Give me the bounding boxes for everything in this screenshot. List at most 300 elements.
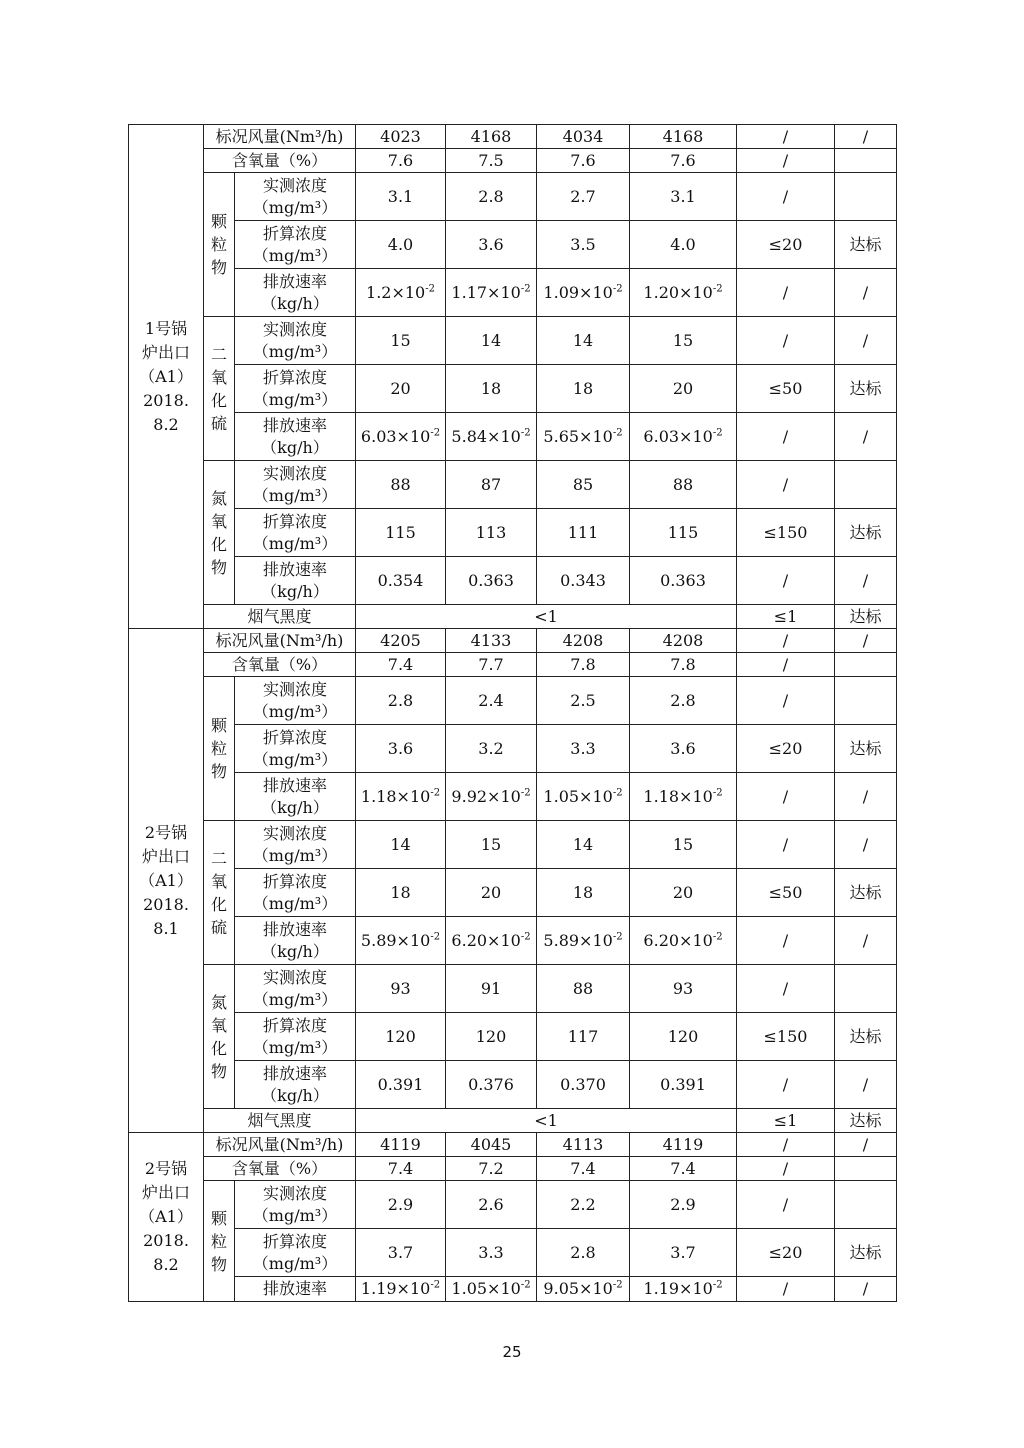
limit-cell: / — [737, 1181, 835, 1229]
value-cell: 4034 — [537, 125, 630, 149]
value-text: 113 — [475, 522, 507, 542]
value-text: 2.6 — [478, 1194, 504, 1214]
value-cell — [537, 1181, 630, 1229]
param-line: 折算浓度 — [262, 727, 327, 747]
value-cell — [356, 821, 446, 869]
section-label-cell — [129, 125, 204, 629]
value-text: 3.1 — [670, 186, 696, 206]
param-line: 排放速率 — [262, 1063, 327, 1083]
table-row — [129, 173, 897, 221]
result-cell: 达标 — [835, 509, 897, 557]
result-cell: 达标 — [835, 1229, 897, 1277]
param-line: （mg/m³） — [252, 389, 338, 409]
value-cell: 4133 — [446, 629, 537, 653]
pollutant-name: 二氧化硫 — [210, 344, 227, 433]
value-text: 1.18×10 — [360, 786, 431, 806]
value-cell: 4119 — [356, 1133, 446, 1157]
value-text: 6.20×10 — [643, 930, 713, 950]
value-cell — [630, 677, 737, 725]
monitoring-table — [128, 124, 897, 1302]
value-cell: 7.6 — [356, 149, 446, 173]
param-line: 排放速率 — [262, 559, 327, 579]
pollutant-group-cell — [204, 317, 235, 461]
value-exponent: -2 — [430, 931, 441, 943]
value-cell — [446, 413, 537, 461]
value-text: 120 — [385, 1026, 416, 1046]
section-label-cell — [129, 629, 204, 1133]
result-cell — [835, 653, 897, 677]
value-cell — [446, 1229, 537, 1277]
param-label: 烟气黑度 — [204, 1109, 356, 1133]
section-label-cell — [129, 1133, 204, 1302]
table-row — [129, 677, 897, 725]
value-exponent: -2 — [712, 427, 723, 439]
value-cell — [356, 773, 446, 821]
value-text: 20 — [672, 378, 694, 398]
param-label — [235, 1181, 356, 1229]
value-text: 1.05×10 — [543, 786, 613, 806]
value-cell — [446, 677, 537, 725]
value-text: 18 — [572, 378, 594, 398]
value-cell — [356, 1061, 446, 1109]
param-label — [235, 869, 356, 917]
table-row — [129, 1157, 897, 1181]
value-text: 15 — [672, 834, 694, 854]
value-text: 85 — [572, 474, 594, 494]
value-cell: 4208 — [630, 629, 737, 653]
param-label — [235, 413, 356, 461]
param-line: （mg/m³） — [252, 1205, 338, 1225]
table-row — [129, 125, 897, 149]
result-cell — [835, 461, 897, 509]
value-cell — [446, 365, 537, 413]
value-cell: 7.6 — [630, 149, 737, 173]
value-text: 0.363 — [468, 570, 514, 590]
value-exponent: -2 — [430, 427, 441, 439]
value-cell — [537, 557, 630, 605]
param-line: 排放速率 — [262, 415, 327, 435]
pollutant-group-cell — [204, 461, 235, 605]
value-cell — [630, 1013, 737, 1061]
value-text: 120 — [475, 1026, 507, 1046]
section-label: 1号锅炉出口（A1）2018.8.2 — [139, 318, 193, 434]
value-text: 20 — [390, 378, 411, 398]
limit-cell: ≤1 — [737, 605, 835, 629]
param-line: 折算浓度 — [262, 871, 327, 891]
param-line: 排放速率 — [262, 919, 327, 939]
value-cell — [446, 1181, 537, 1229]
param-line: （mg/m³） — [252, 533, 338, 553]
result-cell: / — [835, 317, 897, 365]
param-line: （mg/m³） — [252, 989, 338, 1009]
value-cell — [537, 725, 630, 773]
table-row — [129, 965, 897, 1013]
value-cell — [446, 917, 537, 965]
value-cell — [537, 461, 630, 509]
result-cell: / — [835, 629, 897, 653]
param-line: 实测浓度 — [262, 679, 327, 699]
value-cell — [630, 1277, 737, 1302]
value-text: 1.19×10 — [360, 1279, 431, 1298]
value-exponent: -2 — [520, 283, 531, 295]
pollutant-name: 氮氧化物 — [210, 488, 227, 577]
value-cell: 7.4 — [630, 1157, 737, 1181]
param-line: 实测浓度 — [262, 1183, 327, 1203]
value-text: 5.84×10 — [451, 426, 521, 446]
result-cell — [835, 149, 897, 173]
pollutant-group-cell — [204, 677, 235, 821]
limit-cell: / — [737, 677, 835, 725]
value-text: 120 — [667, 1026, 699, 1046]
table-row — [129, 773, 897, 821]
param-line: （kg/h） — [261, 437, 329, 457]
value-cell — [446, 557, 537, 605]
value-cell: 4168 — [630, 125, 737, 149]
value-cell — [537, 917, 630, 965]
value-cell — [356, 557, 446, 605]
value-cell — [630, 725, 737, 773]
table-row — [129, 461, 897, 509]
param-label: 标况风量(Nm³/h) — [204, 1133, 356, 1157]
param-label — [235, 1061, 356, 1109]
param-line: （mg/m³） — [252, 701, 338, 721]
limit-cell: / — [737, 1133, 835, 1157]
value-cell — [446, 173, 537, 221]
value-exponent: -2 — [520, 787, 531, 799]
value-cell — [630, 509, 737, 557]
table-row — [129, 869, 897, 917]
table-row — [129, 917, 897, 965]
param-line: （mg/m³） — [252, 341, 338, 361]
value-text: 1.05×10 — [451, 1279, 521, 1298]
result-cell: / — [835, 269, 897, 317]
param-line: 折算浓度 — [262, 1231, 327, 1251]
value-cell — [630, 821, 737, 869]
value-cell — [356, 269, 446, 317]
value-text: 20 — [672, 882, 694, 902]
value-cell — [630, 1181, 737, 1229]
param-line: （mg/m³） — [252, 893, 338, 913]
table-row — [129, 509, 897, 557]
result-cell: / — [835, 773, 897, 821]
param-line: 折算浓度 — [262, 1015, 327, 1035]
param-label: 含氧量（%） — [204, 653, 356, 677]
value-cell — [356, 173, 446, 221]
param-line: 排放速率 — [262, 1279, 327, 1298]
value-text: 3.1 — [387, 186, 414, 206]
value-cell — [356, 1013, 446, 1061]
table-row — [129, 653, 897, 677]
value-cell — [630, 221, 737, 269]
value-text: 2.8 — [478, 186, 504, 206]
value-text: 0.391 — [660, 1074, 706, 1094]
param-label — [235, 317, 356, 365]
value-cell — [630, 317, 737, 365]
pollutant-name: 二氧化硫 — [210, 848, 227, 937]
value-text: 1.18×10 — [643, 786, 713, 806]
value-cell: 4205 — [356, 629, 446, 653]
pollutant-group-cell — [204, 965, 235, 1109]
value-cell — [537, 1229, 630, 1277]
value-cell — [630, 773, 737, 821]
value-cell — [630, 1061, 737, 1109]
param-label — [235, 773, 356, 821]
value-exponent: -2 — [612, 427, 623, 439]
param-label — [235, 173, 356, 221]
value-text: 93 — [390, 978, 411, 998]
value-text: 14 — [480, 330, 502, 350]
value-text: 117 — [567, 1026, 599, 1046]
value-text: 14 — [572, 834, 594, 854]
param-label — [235, 1229, 356, 1277]
limit-cell: / — [737, 1061, 835, 1109]
param-line: 实测浓度 — [262, 319, 327, 339]
param-label — [235, 821, 356, 869]
value-cell: 7.4 — [537, 1157, 630, 1181]
limit-cell: / — [737, 773, 835, 821]
value-cell: 4119 — [630, 1133, 737, 1157]
value-text: 5.89×10 — [543, 930, 613, 950]
param-label — [235, 557, 356, 605]
value-cell: 7.4 — [356, 1157, 446, 1181]
param-line: 折算浓度 — [262, 367, 327, 387]
param-label — [235, 1277, 356, 1302]
value-cell: 4113 — [537, 1133, 630, 1157]
pollutant-group-cell — [204, 1181, 235, 1302]
value-cell — [537, 413, 630, 461]
value-cell — [537, 1013, 630, 1061]
value-text: 88 — [390, 474, 411, 494]
result-cell: / — [835, 1133, 897, 1157]
value-text: 20 — [480, 882, 502, 902]
value-cell — [356, 317, 446, 365]
table-row — [129, 725, 897, 773]
value-exponent: -2 — [430, 1279, 441, 1291]
value-cell — [356, 413, 446, 461]
value-exponent: -2 — [612, 931, 623, 943]
param-line: 实测浓度 — [262, 463, 327, 483]
param-label: 标况风量(Nm³/h) — [204, 125, 356, 149]
limit-cell: / — [737, 173, 835, 221]
value-cell: 7.4 — [356, 653, 446, 677]
value-text: 2.8 — [387, 690, 414, 710]
param-line: （kg/h） — [261, 797, 329, 817]
value-text: 3.2 — [478, 738, 504, 758]
value-cell: 7.6 — [537, 149, 630, 173]
limit-cell: / — [737, 965, 835, 1013]
result-cell: / — [835, 821, 897, 869]
limit-cell: / — [737, 557, 835, 605]
value-text: 9.92×10 — [451, 786, 521, 806]
param-label — [235, 725, 356, 773]
value-text: 115 — [385, 522, 416, 542]
table-row — [129, 629, 897, 653]
value-cell — [446, 821, 537, 869]
pollutant-name: 颗粒物 — [210, 1208, 227, 1274]
table-row — [129, 269, 897, 317]
limit-cell: ≤1 — [737, 1109, 835, 1133]
limit-cell: / — [737, 149, 835, 173]
value-cell — [356, 461, 446, 509]
result-cell — [835, 677, 897, 725]
table-row — [129, 1061, 897, 1109]
result-cell: 达标 — [835, 605, 897, 629]
value-text: 2.7 — [570, 186, 596, 206]
param-label — [235, 509, 356, 557]
value-cell — [446, 773, 537, 821]
param-label — [235, 917, 356, 965]
value-text: 18 — [390, 882, 411, 902]
value-cell — [537, 869, 630, 917]
value-cell — [356, 725, 446, 773]
param-line: 排放速率 — [262, 775, 327, 795]
limit-cell: / — [737, 125, 835, 149]
value-cell: 7.7 — [446, 653, 537, 677]
table-row — [129, 557, 897, 605]
param-label — [235, 365, 356, 413]
value-text: 2.9 — [387, 1194, 414, 1214]
param-line: 折算浓度 — [262, 223, 327, 243]
value-text: 111 — [567, 522, 599, 542]
result-cell — [835, 173, 897, 221]
result-cell: / — [835, 557, 897, 605]
limit-cell: / — [737, 917, 835, 965]
param-label — [235, 677, 356, 725]
value-cell — [537, 365, 630, 413]
result-cell: 达标 — [835, 221, 897, 269]
limit-cell: ≤50 — [737, 869, 835, 917]
param-line: （mg/m³） — [252, 1037, 338, 1057]
param-label: 标况风量(Nm³/h) — [204, 629, 356, 653]
value-text: 2.8 — [570, 1242, 596, 1262]
value-cell — [630, 413, 737, 461]
param-line: 实测浓度 — [262, 823, 327, 843]
value-text: 3.6 — [387, 738, 414, 758]
value-text: 2.2 — [570, 1194, 596, 1214]
limit-cell: / — [737, 653, 835, 677]
blackness-value: <1 — [356, 605, 737, 629]
value-cell — [356, 365, 446, 413]
limit-cell: ≤150 — [737, 509, 835, 557]
table-row — [129, 413, 897, 461]
value-text: 1.19×10 — [643, 1279, 713, 1298]
pollutant-group-cell — [204, 821, 235, 965]
value-text: 14 — [572, 330, 594, 350]
value-text: 6.03×10 — [643, 426, 713, 446]
param-line: （mg/m³） — [252, 485, 338, 505]
value-cell: 7.8 — [630, 653, 737, 677]
limit-cell: ≤20 — [737, 221, 835, 269]
result-cell: / — [835, 1061, 897, 1109]
table-row — [129, 1133, 897, 1157]
value-cell — [537, 1061, 630, 1109]
table-row — [129, 1229, 897, 1277]
value-cell — [356, 221, 446, 269]
value-text: 0.354 — [377, 570, 424, 590]
result-cell: / — [835, 1277, 897, 1302]
value-cell — [356, 869, 446, 917]
pollutant-group-cell — [204, 173, 235, 317]
value-cell — [446, 869, 537, 917]
param-line: 折算浓度 — [262, 511, 327, 531]
value-cell — [630, 1229, 737, 1277]
value-text: 1.2×10 — [366, 282, 426, 302]
limit-cell: / — [737, 413, 835, 461]
value-cell — [446, 1277, 537, 1302]
result-cell: / — [835, 125, 897, 149]
value-cell — [537, 317, 630, 365]
limit-cell: / — [737, 1157, 835, 1181]
value-exponent: -2 — [612, 1279, 623, 1291]
value-cell — [356, 917, 446, 965]
table-row — [129, 317, 897, 365]
table-row — [129, 221, 897, 269]
section-label: 2号锅炉出口（A1）2018.8.1 — [139, 822, 193, 938]
result-cell: / — [835, 917, 897, 965]
value-text: 1.17×10 — [451, 282, 521, 302]
value-text: 3.5 — [570, 234, 596, 254]
limit-cell: ≤50 — [737, 365, 835, 413]
param-line: （mg/m³） — [252, 749, 338, 769]
value-cell — [446, 965, 537, 1013]
result-cell: 达标 — [835, 1013, 897, 1061]
value-exponent: -2 — [612, 283, 623, 295]
value-cell: 7.2 — [446, 1157, 537, 1181]
value-cell — [356, 1181, 446, 1229]
value-text: 93 — [672, 978, 694, 998]
value-text: 3.7 — [670, 1242, 696, 1262]
value-text: 0.343 — [560, 570, 606, 590]
blackness-value: <1 — [356, 1109, 737, 1133]
value-cell — [446, 269, 537, 317]
value-text: 14 — [390, 834, 411, 854]
value-text: 88 — [672, 474, 694, 494]
param-line: （kg/h） — [261, 1085, 329, 1105]
value-cell — [537, 173, 630, 221]
value-text: 15 — [672, 330, 694, 350]
value-text: 2.8 — [670, 690, 696, 710]
table-row — [129, 1181, 897, 1229]
param-line: （kg/h） — [261, 293, 329, 313]
value-cell — [537, 773, 630, 821]
pollutant-name: 氮氧化物 — [210, 992, 227, 1081]
value-cell — [356, 677, 446, 725]
limit-cell: / — [737, 629, 835, 653]
page-number: 25 — [502, 1343, 522, 1361]
param-line: （mg/m³） — [252, 245, 338, 265]
value-exponent: -2 — [712, 787, 723, 799]
param-label: 含氧量（%） — [204, 149, 356, 173]
value-text: 18 — [572, 882, 594, 902]
value-cell — [537, 821, 630, 869]
param-line: 实测浓度 — [262, 175, 327, 195]
table-row — [129, 821, 897, 869]
result-cell: 达标 — [835, 725, 897, 773]
value-text: 3.7 — [387, 1242, 414, 1262]
value-cell — [356, 965, 446, 1013]
value-text: 15 — [390, 330, 411, 350]
value-text: 9.05×10 — [543, 1279, 613, 1298]
value-text: 88 — [572, 978, 594, 998]
value-cell — [630, 557, 737, 605]
result-cell: 达标 — [835, 365, 897, 413]
section-label: 2号锅炉出口（A1）2018.8.2 — [139, 1159, 193, 1274]
value-text: 115 — [667, 522, 699, 542]
param-label — [235, 461, 356, 509]
value-cell — [630, 173, 737, 221]
value-text: 0.370 — [560, 1074, 606, 1094]
param-label — [235, 221, 356, 269]
